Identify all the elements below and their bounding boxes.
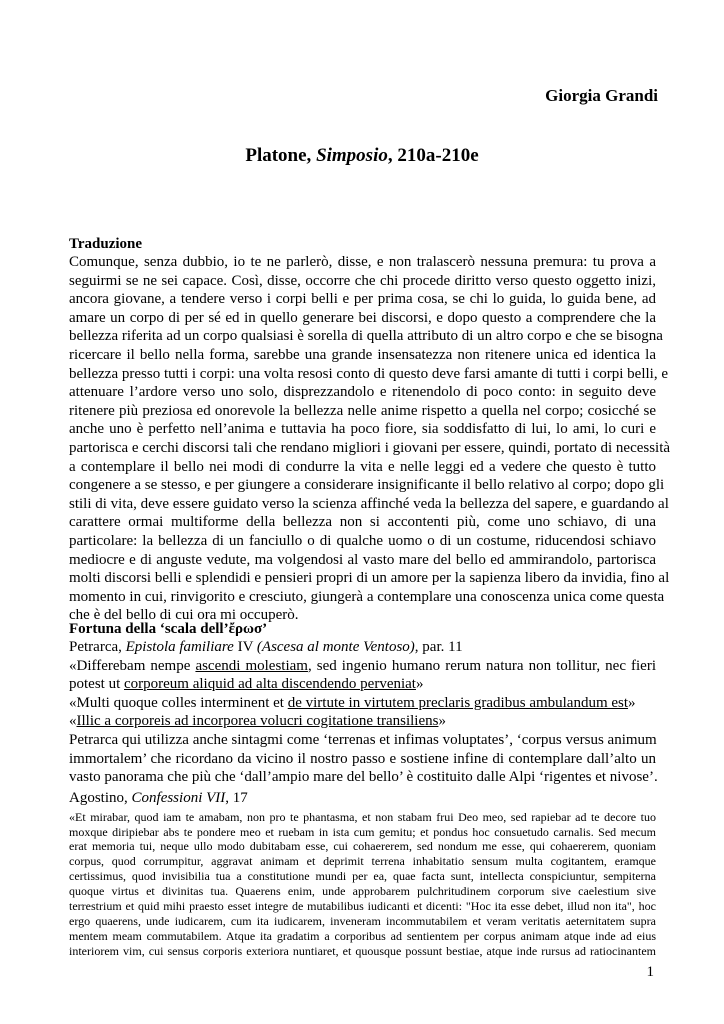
page-number: 1	[646, 964, 654, 980]
traduzione-heading: Traduzione	[69, 236, 143, 252]
text-line: ricercare il bello nella forma, sarebbe una grande insensatezza non ritenere unica ed identica la	[69, 346, 656, 363]
text-line: corpus, quod corrumpitur, aggravat animam et deprimit terrena inhabitatio sensum multa cogitantem, eramque	[69, 854, 656, 869]
traduzione-section	[69, 235, 671, 625]
quote-3: «Illic a corporeis ad incorporea volucri cogitatione transiliens»	[69, 713, 446, 730]
text-line: certissimus, quod invisibilia tua a constitutione mundi per ea, quae facta sunt, intellecta conspiciuntur, sempiterna	[69, 869, 656, 884]
title-prefix: Platone,	[245, 145, 317, 166]
petrarca-source: Petrarca, Epistola familiare IV (Ascesa al monte Ventoso), par. 11	[69, 639, 463, 655]
text-line: ergo quaerens, unde iudicarem, cum ita iudicarem, inveneram incommutabilem et veram veritatis aeternitatem supra	[69, 913, 656, 928]
text-line: congenere a se stesso, e per giungere a considerare insignificante il bello relativo al corpo; dopo gli	[69, 477, 665, 494]
underlined-phrase: de virtute in virtutem preclaris gradibus ambulandum est	[287, 694, 629, 711]
text-line: «Et mirabar, quod iam te amabam, non pro te phantasma, et non stabam frui Deo meo, sed rapiebar ad te decore tuo	[69, 809, 656, 824]
quote-1-line-2: potest ut corporeum aliquid ad alta discendendo perveniat»	[69, 676, 424, 693]
traduzione-body	[69, 253, 671, 625]
text-line: ritenere più preziosa ed onorevole la bellezza nelle anime rispetto a quella nel corpo; cosicché se	[69, 402, 656, 419]
text-line: momento in cui, rinvigorito e cresciuto, giungerà a contemplare una conoscenza unica come questa	[69, 588, 665, 605]
text-line: partorisca e cerchi discorsi tali che rendano migliori i giovani per essere, quindi, portato di necessità	[69, 439, 671, 456]
text-line: mentem meam commutabilem. Atque ita gradatim a corporibus ad sentientem per corpus animam atque inde ad eius	[69, 928, 656, 943]
text-line: carattere ormai multiforme della bellezza non si accontenti più, come uno schiavo, di una	[69, 514, 656, 531]
fortuna-body	[69, 638, 656, 787]
text-line: bellezza riferita ad un corpo qualsiasi è sorella di quella attributo di un altro corpo e che se bisogna	[69, 328, 663, 345]
comment-line: vasto panorama che più che ‘dall’ampio mare del bello’ è costituito dalle Alpi ‘rigentes et nivose’.	[69, 769, 658, 786]
underlined-phrase: corporeum aliquid ad alta discendendo perveniat	[124, 676, 416, 693]
agostino-quote	[69, 810, 656, 959]
text-line: che è del bello di cui ora mi occuperò.	[69, 607, 299, 624]
title-suffix: , 210a-210e	[387, 145, 479, 166]
agostino-source: Agostino, Confessioni VII, 17	[69, 790, 248, 806]
text-line: moxque diripiebar abs te pondere meo et ruebam in ista cum gemitu; et pondus hoc consuetudo carnalis. Sed mecum	[69, 824, 656, 839]
quote-1-line-1: «Differebam nempe ascendi molestiam, sed ingenio humano rerum natura non tollitur, nec fieri	[69, 657, 657, 674]
author-name: Giorgia Grandi	[545, 86, 658, 105]
text-line: molti discorsi belli e splendidi e pensieri propri di un amore per la sapienza libero da invidia, fino al	[69, 570, 670, 587]
text-line: attenuare l’ardore verso uno solo, disprezzandolo e ritenendolo di poco conto: in seguito deve	[69, 384, 656, 401]
text-line: particolare: la bellezza di un fanciullo o di qualche uomo o di un costume, riducendosi schiavo	[69, 532, 656, 549]
text-line: quoque virtus et divinitas tua. Quaerens enim, unde approbarem pulchritudinem corporum sive caelestium sive	[69, 884, 656, 899]
text-line: Comunque, senza dubbio, io te ne parlerò, disse, e non tralascerò nessuna premura: tu prova a	[69, 254, 656, 270]
text-line: bellezza presso tutti i corpi: una volta resosi conto di questo deve farsi amante di tutti i corpi belli, e	[69, 365, 668, 382]
text-line: seguirmi se ne sei capace. Così, disse, occorre che chi procede diritto verso questo oggetto inizi,	[69, 272, 656, 289]
text-line: amare un corpo di per sé ed in quello generare bei discorsi, e dopo questo a comprendere che la	[69, 309, 656, 326]
title-work: Simposio	[316, 145, 388, 166]
text-line: terrestrium et quid mihi praesto esset integre de mutabilibus iudicanti et dicenti: "Hoc ita esse debet, illud non ita", hoc	[69, 899, 656, 914]
text-line: ancora giovane, a tendere verso i corpi belli e per prima cosa, se chi lo guida, lo guida bene, ad	[69, 291, 656, 308]
agostino-section	[69, 789, 656, 959]
quote-2: «Multi quoque colles interminent et de virtute in virtutem preclaris gradibus ambulandum est»	[69, 694, 636, 711]
text-line: mediocre e di anguste vedute, ma volgendosi al vasto mare del bello ed ammirandolo, partorisca	[69, 551, 656, 568]
fortuna-heading: Fortuna della ‘scala dell’ἔρωσ’	[69, 621, 268, 637]
text-line: erat memoria tui, neque ullo modo dubitabam esse, cui cohaererem, sed nondum me esse, qui cohaererem, quoniam	[69, 839, 656, 854]
fortuna-section	[69, 620, 656, 787]
text-line: stili di vita, deve essere guidato verso la scienza affinché veda la bellezza del sapere, e guardando al	[69, 495, 669, 512]
underlined-phrase: Illic a corporeis ad incorporea volucri cogitatione transiliens	[76, 713, 439, 730]
text-line: a contemplare il bello nei modi di condurre la vita e nelle leggi ed a vedere che questo è tutto	[69, 458, 656, 475]
document-title	[0, 145, 724, 167]
text-line: interiorem vim, cui sensus corporis exteriora nuntiaret, et quousque possunt bestiae, atque inde rursus ad ratiocinantem	[69, 943, 656, 958]
underlined-phrase: ascendi molestiam	[195, 657, 308, 674]
comment-line: Petrarca qui utilizza anche sintagmi come ‘terrenas et infimas voluptates’, ‘corpus versus animum	[69, 731, 657, 748]
comment-line: immortalem’ che ricordano da vicino il nostro passo e sostiene infine di contemplare dall’alto un	[69, 750, 656, 767]
text-line: anche uno è perfetto nell’anima e tuttavia ha poco fiore, sia soddisfatto di lui, lo ami, lo curi e	[69, 421, 656, 438]
